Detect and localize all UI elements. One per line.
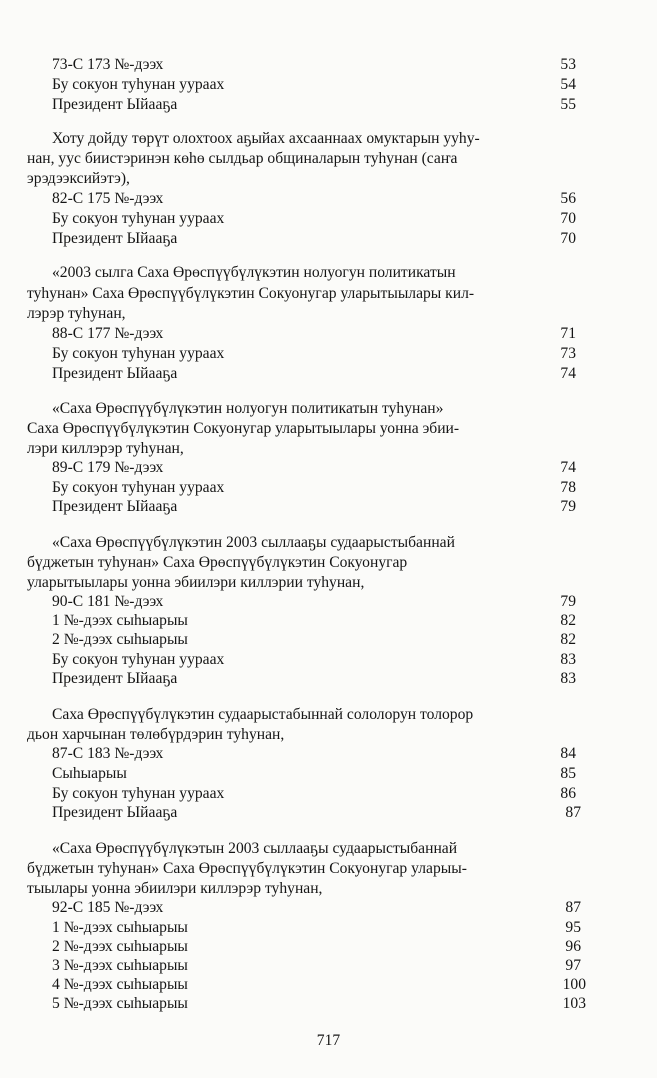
entry-page: 95 (565, 919, 581, 936)
section-title-line: «Саха Өрөспүүбүлүкэтын 2003 сыллааҕы судаарыстыбаннай (52, 840, 458, 857)
section-title-line: Саха Өрөспүүбүлүкэтин судаарыстабыннай сололорун толорор (52, 706, 474, 723)
entry-page: 54 (560, 76, 576, 93)
entry-page: 82 (560, 631, 576, 648)
entry-page: 86 (560, 785, 576, 802)
section-title-line: нан, уус биистэринэн көһө сылдьар общиналарын туһунан (саҥа (27, 150, 458, 167)
section-title-line: бүджетын туһунан» Саха Өрөспүүбүлүкэтин Сокуонугар уларыы- (27, 860, 467, 877)
entry-label: Бу сокуон туһунан уураах (52, 345, 225, 362)
entry-page: 79 (560, 498, 576, 515)
entry-label: Президент Ыйааҕа (52, 804, 178, 821)
entry-page: 79 (560, 593, 576, 610)
entry-page: 84 (560, 745, 576, 762)
page-number: 717 (316, 1032, 341, 1049)
section-title-line: лэри киллэрэр туһунан, (27, 440, 184, 457)
section-title-line: «Саха Өрөспүүбүлүкэтин нолуогун политикатын туһунан» (52, 400, 444, 417)
entry-label: 89-С 179 №-дээх (52, 459, 164, 476)
section-title-line: Хоту дойду төрүт олохтоох аҕыйах ахсааннаах омуктарын ууһу- (52, 130, 480, 147)
entry-label: 88-С 177 №-дээх (52, 325, 164, 342)
section-title-line: Саха Өрөспүүбүлүкэтин Сокуонугар уларытыылары уонна эбии- (27, 420, 460, 437)
entry-label: Президент Ыйааҕа (52, 365, 178, 382)
entry-label: 5 №-дээх сыһыарыы (52, 995, 188, 1012)
entry-page: 55 (560, 96, 576, 113)
entry-label: Президент Ыйааҕа (52, 670, 178, 687)
entry-label: 90-С 181 №-дээх (52, 593, 164, 610)
entry-label: Бу сокуон туһунан уураах (52, 651, 225, 668)
section-title-line: эрэдээксийэтэ), (27, 170, 130, 187)
entry-label: Бу сокуон туһунан уураах (52, 76, 225, 93)
entry-label: 82-С 175 №-дээх (52, 190, 164, 207)
entry-label: Бу сокуон туһунан уураах (52, 785, 225, 802)
section-title-line: туһунан» Саха Өрөспүүбүлүкэтин Сокуонугар уларытыылары кил- (27, 285, 475, 302)
entry-label: 4 №-дээх сыһыарыы (52, 976, 188, 993)
entry-label: 2 №-дээх сыһыарыы (52, 631, 188, 648)
section-title-line: лэрэр туһунан, (27, 305, 126, 322)
entry-page: 83 (560, 670, 576, 687)
section-title-line: тыылары уонна эбиилэри киллэрэр туһунан, (27, 880, 323, 897)
entry-page: 74 (560, 459, 576, 476)
section-title-line: уларытыылары уонна эбиилэри киллэрии туһунан, (27, 574, 365, 591)
entry-label: 3 №-дээх сыһыарыы (52, 957, 188, 974)
entry-label: Президент Ыйааҕа (52, 230, 178, 247)
entry-page: 71 (560, 325, 576, 342)
entry-label: Сыһыарыы (52, 765, 127, 782)
entry-label: Бу сокуон туһунан уураах (52, 479, 225, 496)
entry-page: 78 (560, 479, 576, 496)
entry-page: 96 (565, 938, 581, 955)
entry-page: 70 (560, 210, 576, 227)
entry-page: 53 (560, 56, 576, 73)
section-title-line: бүджетын туһунан» Саха Өрөспүүбүлүкэтин Сокуонугар (27, 554, 408, 571)
entry-page: 74 (560, 365, 576, 382)
section-title-line: «Саха Өрөспүүбүлүкэтин 2003 сыллааҕы судаарыстыбаннай (52, 534, 455, 551)
entry-label: Президент Ыйааҕа (52, 96, 178, 113)
entry-label: Президент Ыйааҕа (52, 498, 178, 515)
entry-page: 56 (560, 190, 576, 207)
entry-page: 97 (565, 957, 581, 974)
entry-label: Бу сокуон туһунан уураах (52, 210, 225, 227)
entry-label: 73-С 173 №-дээх (52, 56, 164, 73)
entry-page: 103 (562, 995, 586, 1012)
entry-label: 1 №-дээх сыһыарыы (52, 919, 188, 936)
entry-page: 70 (560, 230, 576, 247)
section-title-line: дьон харчынан төлөбүрдэрин туһунан, (27, 726, 285, 743)
entry-label: 1 №-дээх сыһыарыы (52, 612, 188, 629)
section-title-line: «2003 сылга Саха Өрөспүүбүлүкэтин нолуогун политикатын (52, 264, 456, 281)
entry-page: 87 (565, 899, 581, 916)
entry-page: 82 (560, 612, 576, 629)
entry-page: 83 (560, 651, 576, 668)
entry-label: 87-С 183 №-дээх (52, 745, 164, 762)
entry-page: 87 (565, 804, 581, 821)
entry-label: 2 №-дээх сыһыарыы (52, 938, 188, 955)
entry-page: 85 (560, 765, 576, 782)
entry-page: 73 (560, 345, 576, 362)
entry-page: 100 (562, 976, 586, 993)
entry-label: 92-С 185 №-дээх (52, 899, 164, 916)
